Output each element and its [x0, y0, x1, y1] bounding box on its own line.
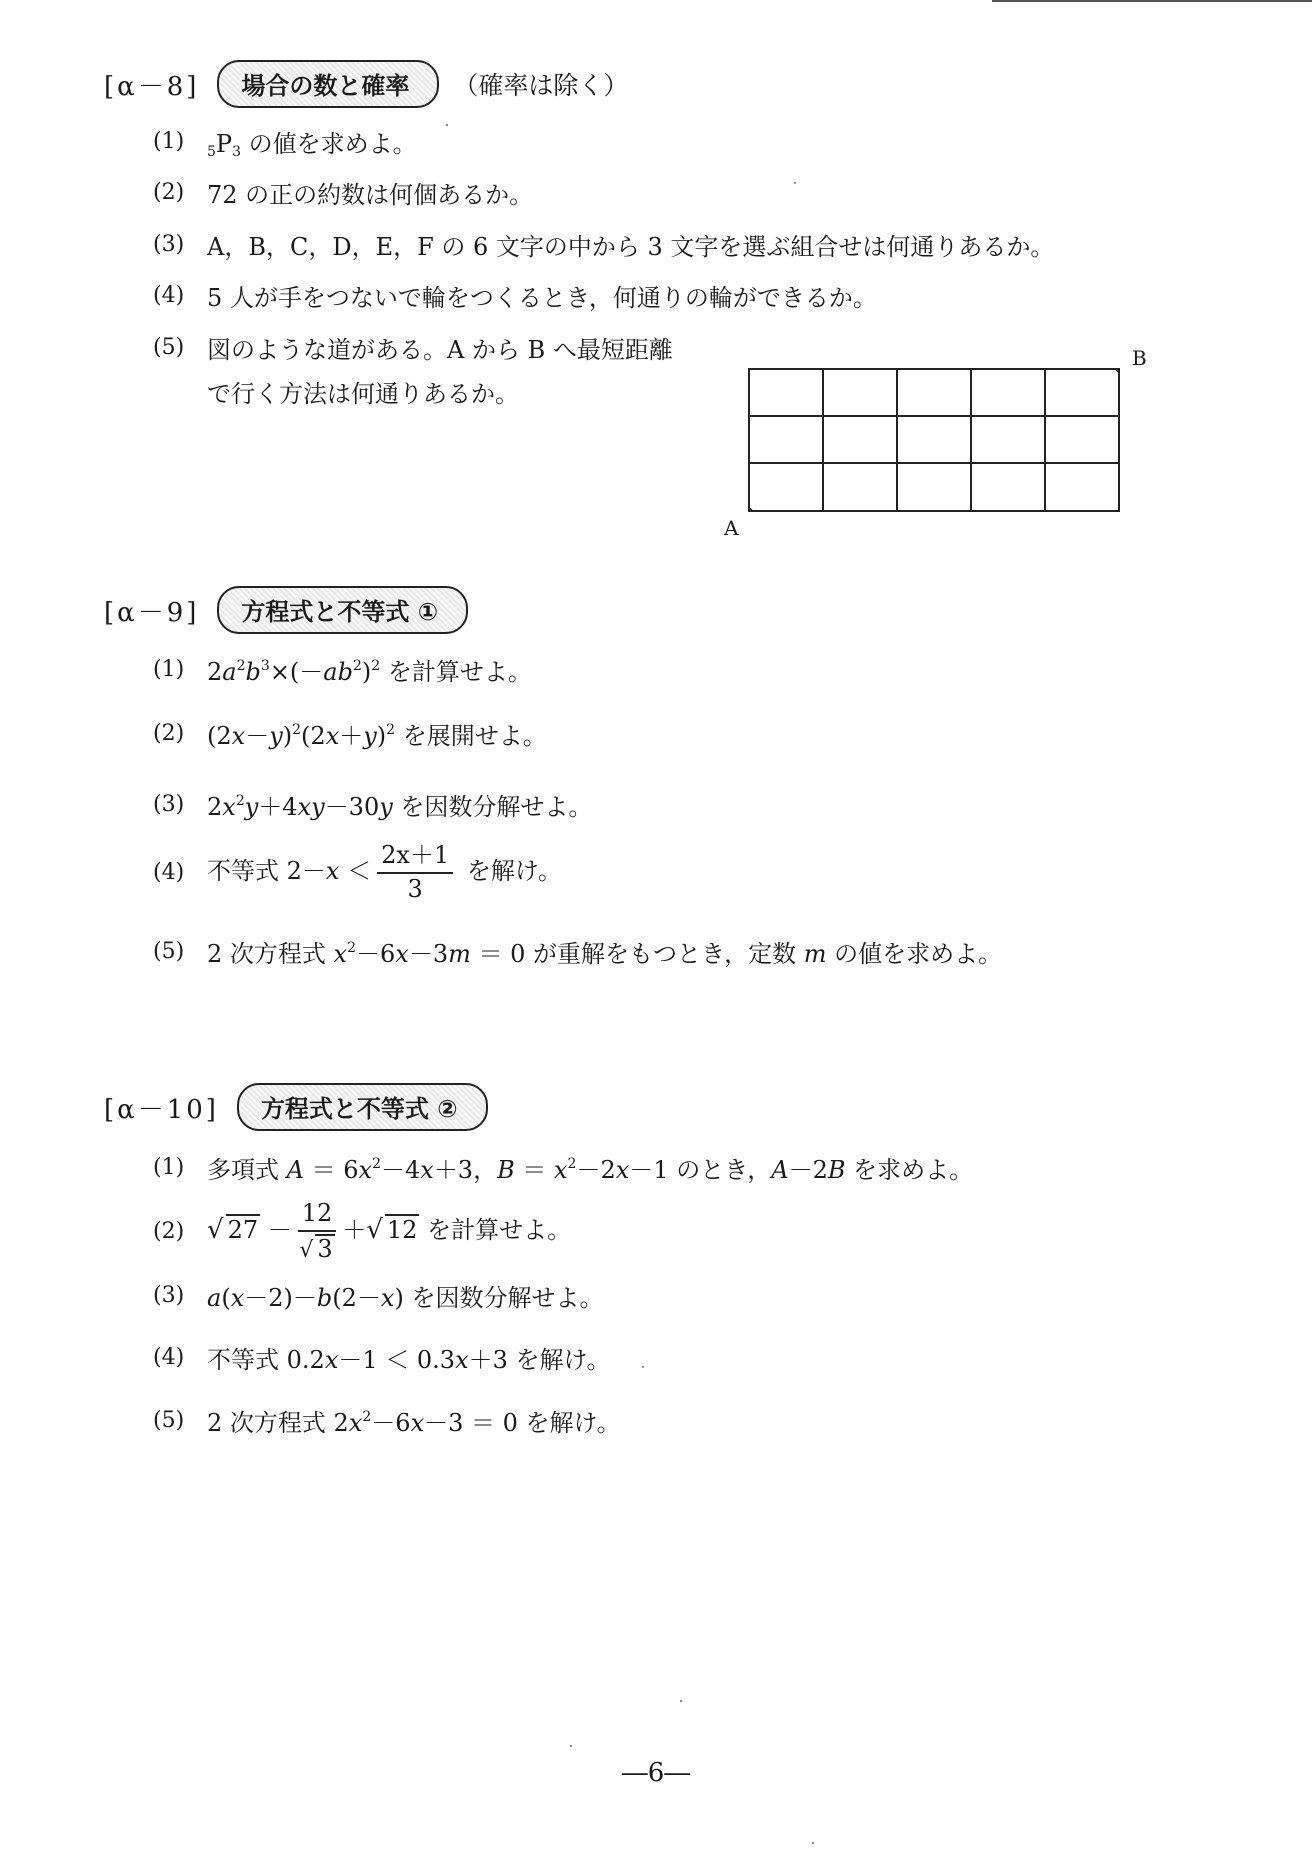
section-note: （確率は除く） [453, 71, 629, 100]
question-number: (1) [153, 657, 185, 682]
question-number: (4) [153, 1345, 185, 1370]
question-text: a(x－2)－b(2－x) を因数分解せよ。 [207, 1284, 604, 1312]
question-number: (3) [153, 1283, 185, 1308]
scan-speck [680, 1700, 682, 1702]
question-a10-1 [153, 1150, 973, 1185]
top-edge-line [992, 0, 1312, 2]
question-a9-5 [153, 934, 1002, 969]
question-text: 不等式 2－x ＜ $\frac{2x+1}{3}$ を解け。 [207, 841, 562, 903]
question-a10-5 [153, 1403, 621, 1438]
question-number: (3) [153, 792, 185, 817]
question-number: (5) [153, 1408, 185, 1433]
question-a8-1 [153, 124, 417, 159]
question-number: (4) [153, 283, 185, 308]
question-text: $_5P_3$ の値を求めよ。 [207, 130, 417, 160]
section-tag: [α－9] [104, 597, 200, 628]
question-number: (1) [153, 1155, 185, 1180]
question-text: √ 27 － $\frac{12}{√ 3}$ ＋√ 12 を計算せよ。 [207, 1199, 572, 1263]
question-text: 多項式 $A = 6x^2-4x+3$，$B = x^2-2x-1$ のとき，A－2B を求めよ。 [207, 1156, 974, 1184]
question-a9-2 [153, 716, 547, 751]
section-header-a9 [104, 586, 468, 634]
section-title: 方程式と不等式 ② [237, 1083, 488, 1131]
scan-speck [446, 124, 448, 126]
section-tag: [α－10] [104, 1094, 219, 1125]
question-number: (2) [153, 180, 185, 205]
question-a9-4 [153, 842, 562, 903]
question-a10-2 [153, 1200, 571, 1263]
point-a-label: A [724, 516, 739, 540]
question-a8-2 [153, 175, 533, 210]
question-text: $2a^2b^3\times(-ab^2)^2$ を計算せよ。 [207, 658, 532, 686]
point-b-dot [1116, 368, 1121, 373]
section-tag: [α－8] [104, 71, 200, 102]
question-a10-3 [153, 1278, 603, 1313]
question-text: 5 人が手をつないで輪をつくるとき，何通りの輪ができるか。 [207, 284, 877, 312]
scan-speck [570, 1745, 572, 1747]
question-a9-1 [153, 652, 532, 687]
question-a8-4 [153, 278, 877, 313]
question-number: (2) [153, 1219, 185, 1245]
section-title: 場合の数と確率 [217, 60, 439, 108]
section-title: 方程式と不等式 ① [217, 586, 468, 634]
question-text: $(2x-y)^2(2x+y)^2$ を展開せよ。 [207, 722, 547, 750]
road-grid [748, 368, 1120, 512]
question-number: (3) [153, 232, 185, 257]
section-header-a10 [104, 1083, 488, 1131]
scan-speck [812, 1842, 814, 1844]
question-text-line2: で行く方法は何通りあるか。 [207, 380, 519, 408]
question-a10-4 [153, 1340, 611, 1375]
question-text: 2 次方程式 $2x^2-6x-3 = 0$ を解け。 [207, 1409, 621, 1437]
scan-speck [794, 182, 796, 184]
question-number: (2) [153, 721, 185, 746]
question-text: A，B，C，D，E，F の 6 文字の中から 3 文字を選ぶ組合せは何通りあるか。 [207, 233, 1055, 261]
question-text: 不等式 0.2x－1 ＜ 0.3x＋3 を解け。 [207, 1346, 611, 1374]
question-text: 2 次方程式 $x^2-6x-3m = 0$ が重解をもつとき，定数 m の値を求めよ。 [207, 940, 1003, 968]
point-a-dot [748, 508, 753, 513]
question-number: (5) [153, 335, 185, 360]
section-header-a8 [104, 60, 628, 108]
question-number: (5) [153, 939, 185, 964]
question-number: (4) [153, 860, 185, 886]
question-a8-5 [153, 330, 673, 408]
question-a8-3 [153, 227, 1054, 262]
question-text: 72 の正の約数は何個あるか。 [207, 181, 534, 209]
question-text: 図のような道がある。A から B へ最短距離 [207, 336, 673, 364]
road-grid-figure [724, 346, 1147, 540]
page-number: ―6― [621, 1758, 691, 1788]
scan-speck [642, 1366, 644, 1368]
question-a9-3 [153, 787, 592, 822]
question-number: (1) [153, 129, 185, 154]
question-text: $2x^2y+4xy-30y$ を因数分解せよ。 [207, 793, 593, 821]
point-b-label: B [1132, 346, 1147, 370]
